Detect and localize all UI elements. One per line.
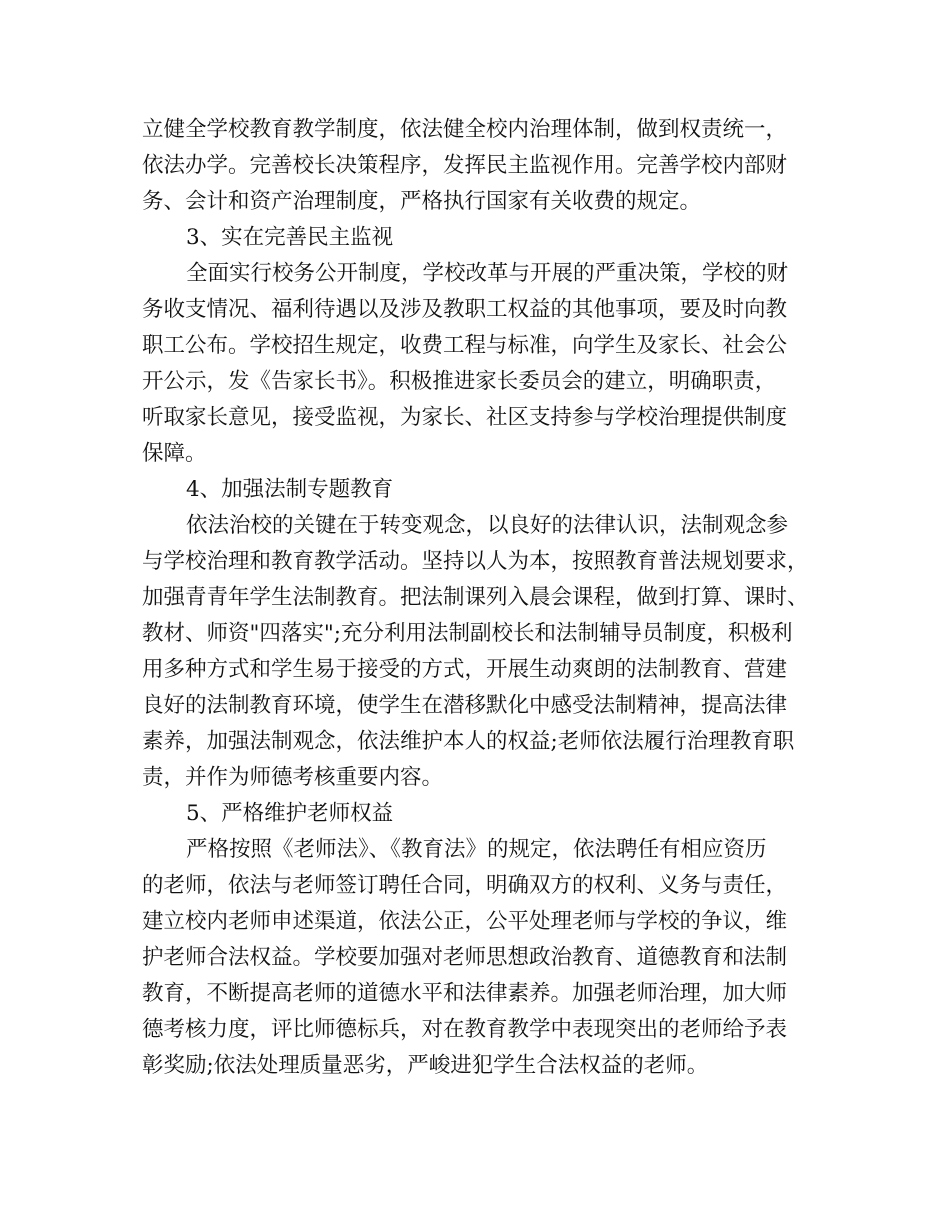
paragraph-line: 加强青青年学生法制教育。把法制课列入晨会课程，做到打算、课时、 <box>142 585 809 610</box>
paragraph-line: 依法治校的关键在于转变观念，以良好的法律认识，法制观念参 <box>186 513 789 538</box>
section-heading: 4、加强法制专题教育 <box>186 477 394 502</box>
paragraph-line: 与学校治理和教育教学活动。坚持以人为本，按照教育普法规划要求， <box>142 549 809 574</box>
paragraph-line: 素养，加强法制观念，依法维护本人的权益;老师依法履行治理教育职 <box>142 729 795 754</box>
section-heading: 5、严格维护老师权益 <box>186 801 394 826</box>
paragraph-line: 良好的法制教育环境，使学生在潜移默化中感受法制精神，提高法律 <box>142 693 788 718</box>
paragraph-line: 立健全学校教育教学制度，依法健全校内治理体制，做到权责统一， <box>142 117 788 142</box>
paragraph-line: 保障。 <box>142 441 207 466</box>
paragraph-line: 彰奖励;依法处理质量恶劣，严峻进犯学生合法权益的老师。 <box>142 1053 709 1078</box>
paragraph-line: 职工公布。学校招生规定，收费工程与标准，向学生及家长、社会公 <box>142 333 788 358</box>
section-heading: 3、实在完善民主监视 <box>186 225 394 250</box>
paragraph-line: 建立校内老师申述渠道，依法公正，公平处理老师与学校的争议，维 <box>142 909 788 934</box>
paragraph-line: 开公示，发《告家长书》。积极推进家长委员会的建立，明确职责， <box>142 369 777 394</box>
document-body <box>142 112 822 1084</box>
paragraph-line: 全面实行校务公开制度，学校改革与开展的严重决策，学校的财 <box>186 261 789 286</box>
paragraph-line: 教材、师资"四落实";充分利用法制副校长和法制辅导员制度，积极利 <box>142 621 793 646</box>
paragraph-line: 务、会计和资产治理制度，严格执行国家有关收费的规定。 <box>142 189 702 214</box>
paragraph-line: 责，并作为师德考核重要内容。 <box>142 765 444 790</box>
paragraph-line: 的老师，依法与老师签订聘任合同，明确双方的权利、义务与责任， <box>142 873 788 898</box>
paragraph-line: 护老师合法权益。学校要加强对老师思想政治教育、道德教育和法制 <box>142 945 788 970</box>
paragraph-line: 听取家长意见，接受监视，为家长、社区支持参与学校治理提供制度 <box>142 405 788 430</box>
paragraph-line: 严格按照《老师法》、《教育法》的规定，依法聘任有相应资历 <box>186 837 767 862</box>
paragraph-line: 德考核力度，评比师德标兵，对在教育教学中表现突出的老师给予表 <box>142 1017 788 1042</box>
paragraph-line: 用多种方式和学生易于接受的方式，开展生动爽朗的法制教育、营建 <box>142 657 788 682</box>
paragraph-line: 依法办学。完善校长决策程序，发挥民主监视作用。完善学校内部财 <box>142 153 788 178</box>
paragraph-line: 教育，不断提高老师的道德水平和法律素养。加强老师治理，加大师 <box>142 981 788 1006</box>
paragraph-line: 务收支情况、福利待遇以及涉及教职工权益的其他事项，要及时向教 <box>142 297 788 322</box>
